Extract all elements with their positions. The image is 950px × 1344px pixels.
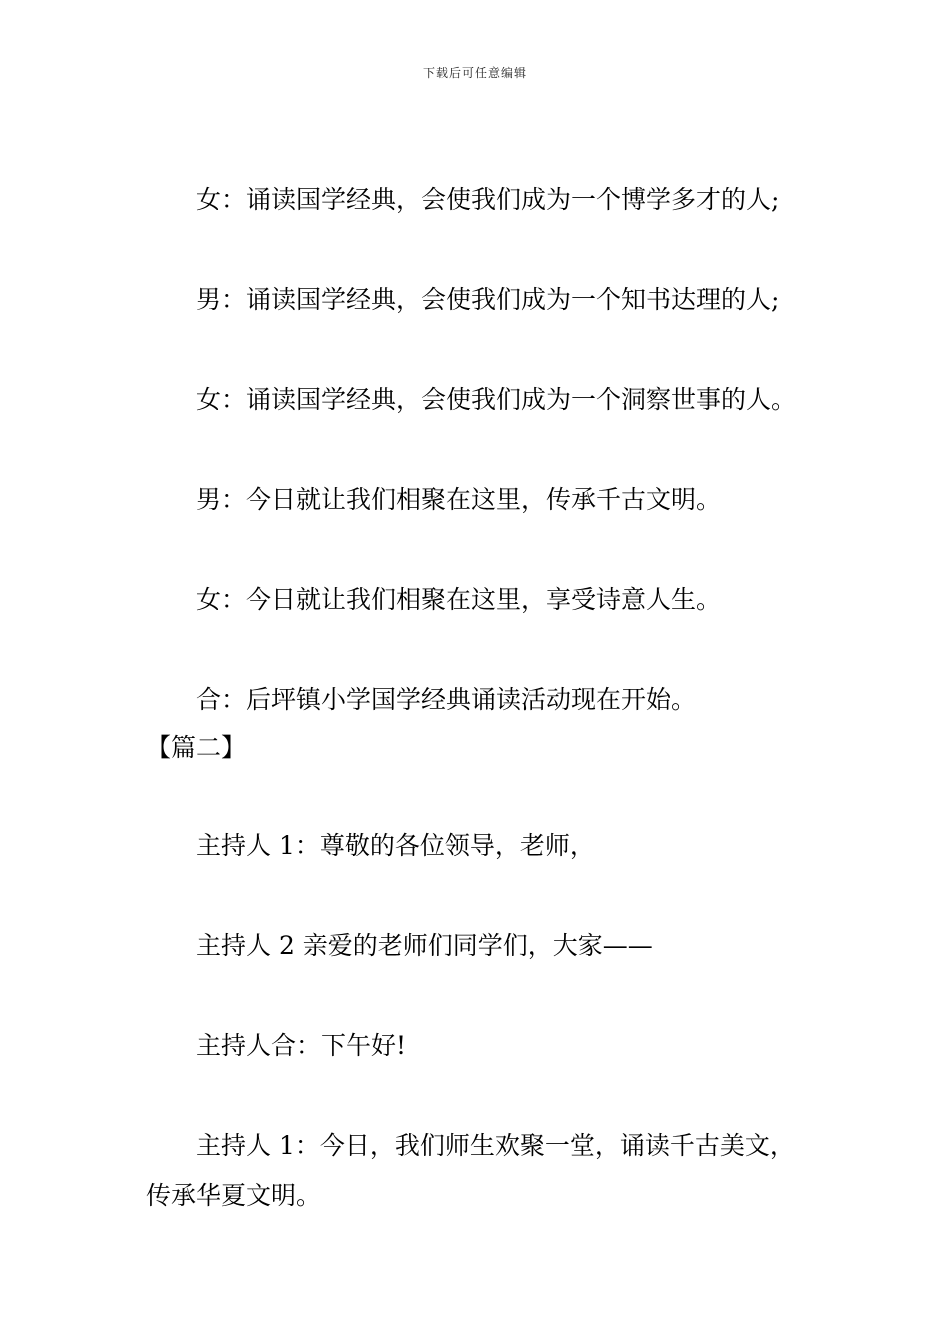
dialogue-line-continuation: 传承华夏文明。 [146,1181,322,1210]
dialogue-line: 女：诵读国学经典，会使我们成为一个洞察世事的人。 [196,385,797,414]
dialogue-line: 合：后坪镇小学国学经典诵读活动现在开始。 [196,685,697,714]
dialogue-line: 男：诵读国学经典，会使我们成为一个知书达理的人; [196,285,780,314]
dialogue-line: 主持人 2 亲爱的老师们同学们，大家—— [196,931,653,960]
section-heading: 【篇二】 [146,733,247,762]
dialogue-line: 女：今日就让我们相聚在这里，享受诗意人生。 [196,585,722,614]
dialogue-line: 主持人 1：尊敬的各位领导，老师， [196,831,595,860]
dialogue-line: 主持人合：下午好! [196,1031,407,1060]
dialogue-line: 主持人 1：今日，我们师生欢聚一堂，诵读千古美文， [196,1131,795,1160]
page-header: 下载后可任意编辑 [422,66,527,80]
dialogue-line: 男：今日就让我们相聚在这里，传承千古文明。 [196,485,722,514]
dialogue-line: 女：诵读国学经典，会使我们成为一个博学多才的人; [196,185,780,214]
